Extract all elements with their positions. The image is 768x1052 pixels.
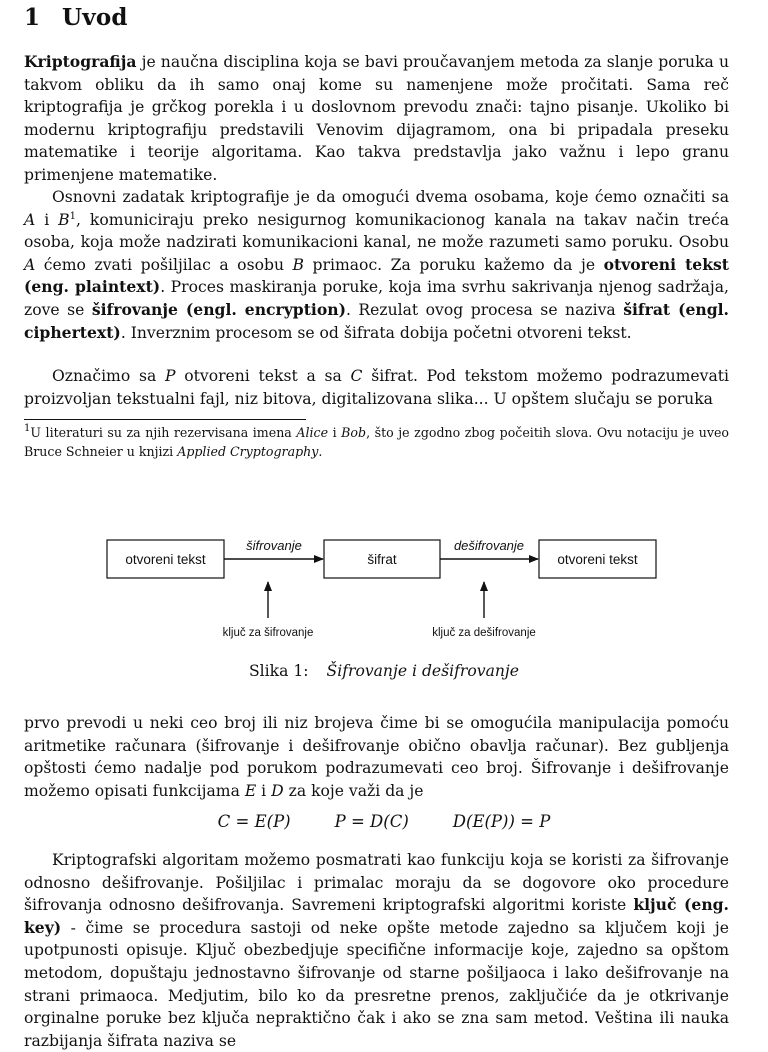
figure-caption [0,662,768,680]
caption-text: Šifrovanje i dešifrovanje [326,662,519,680]
footnote-ref[interactable]: 1 [69,210,76,222]
encryption-diagram [100,530,660,650]
paragraph-functions: prvo prevodi u neki ceo broj ili niz brojeva čime bi se omogućila manipulacija pomoću aritmetike računara (šifrovanje i dešifrovanje obično obavlja računar). Bez gubljenja opštosti ćemo nadalje pod porukom podrazumevati ceo broj. Šifrovanje i dešifrovanje možemo opisati funkcijama E i D za koje važi da je [24,714,729,800]
section-title: Uvod [62,4,128,31]
paragraph-algorithm: Kriptografski algoritam možemo posmatrati kao funkciju koja se koristi za šifrovanje odnosno dešifrovanje. Pošiljilac i primalac moraju da se dogovore oko procedure šifrovanja odnosno dešifrovanja. Savremeni kriptografski algoritmi koriste ključ (eng. key) - čime se procedura sastoji od neke opšte metode zajedno sa ključem koji je upotpunosti opisuje. Ključ obezbedjuje specifične informacije koje, zajedno sa opštom metodom, dopuštaju jednostavno šifrovanje od starne pošiljaoca i lako dešifrovanje na strani primaoca. Medjutim, bilo ko da presretne prenos, zaključiće da je otkrivanje orginalne poruke bez ključa nepraktično čak i ako se zna sam metod. Veština ili nauka razbijanja šifrata naziva se [24,851,729,1050]
equation-encrypt: C = E(P) [217,812,291,831]
term-key: ključ (eng. key) [24,895,729,937]
equation-decrypt: P = D(C) [334,812,409,831]
term-encryption: šifrovanje (engl. encryption) [91,299,346,319]
term-kriptografija: Kriptografija [24,52,137,71]
arrow-encrypt-label: šifrovanje [246,538,302,553]
footnote-number: 1 [24,423,31,434]
caption-label: Slika 1: [249,662,309,680]
paragraph-notation: Označimo sa P otvoreni tekst a sa C šifrat. Pod tekstom možemo podrazumevati proizvoljan tekstualni fajl, niz bitova, digitalizovana slika... U opštem slučaju se poruka [24,367,729,408]
key-encrypt-label: ključ za šifrovanje [222,627,314,639]
section-heading [24,4,128,31]
key-decrypt-label: ključ za dešifrovanje [432,627,536,639]
footnote: $^1$U literaturi su za njih rezervisana imena Alice i Bob, što je zgodno zbog počeitih slova. Ovu notaciju je uveo Bruce Schneier u knjizi Applied Cryptography. [24,423,729,459]
symbol-B: B [58,210,70,229]
equation-identity: D(E(P)) = P [452,812,551,831]
book-title: Applied Cryptography [177,444,319,459]
symbol-A: A [24,210,36,229]
section-number: 1 [24,4,41,31]
arrow-decrypt-label: dešifrovanje [453,538,525,553]
term-ciphertext: šifrat (engl. ciphertext) [24,299,729,342]
equation [0,812,768,831]
footnote-divider [24,419,306,420]
box-decrypted-label: otvoreni tekst [557,552,638,567]
term-plaintext: otvoreni tekst (eng. plaintext) [24,254,729,297]
paragraph-intro: Kriptografija je naučna disciplina koja se bavi proučavanjem metoda za slanje poruka u takvom obliku da ih samo onaj kome su namenjene može pročitati. Sama reč kriptografija je grčkog porekla i u doslovnom prevodu znači: tajno pisanje. Ukoliko bi modernu kriptografiju predstavili Venovim dijagramom, ona bi pripadala preseku matematike i teorije algoritama. Kao takva predstavlja jako važnu i lepo granu primenjene matematike. [24,52,729,184]
box-ciphertext-label: šifrat [367,552,397,567]
box-plaintext-label: otvoreni tekst [125,552,206,567]
paragraph-task: Osnovni zadatak kriptografije je da omogući dvema osobama, koje ćemo označiti sa A i $B^1$, komuniciraju preko nesigurnog komunikacionog kanala na takav način treća osoba, koja može nadzirati komunikacioni kanal, ne može razumeti samo poruku. Osobu A ćemo zvati pošiljilac a osobu B primaoc. Za poruku kažemo da je otvoreni tekst (eng. plaintext). Proces maskiranja poruke, koja ima svrhu sakrivanja njenog sadržaja, zove se šifrovanje (engl. encryption). Rezulat ovog procesa se naziva šifrat (engl. ciphertext). Inverznim procesom se od šifrata dobija početni otvoreni tekst. [24,188,729,342]
